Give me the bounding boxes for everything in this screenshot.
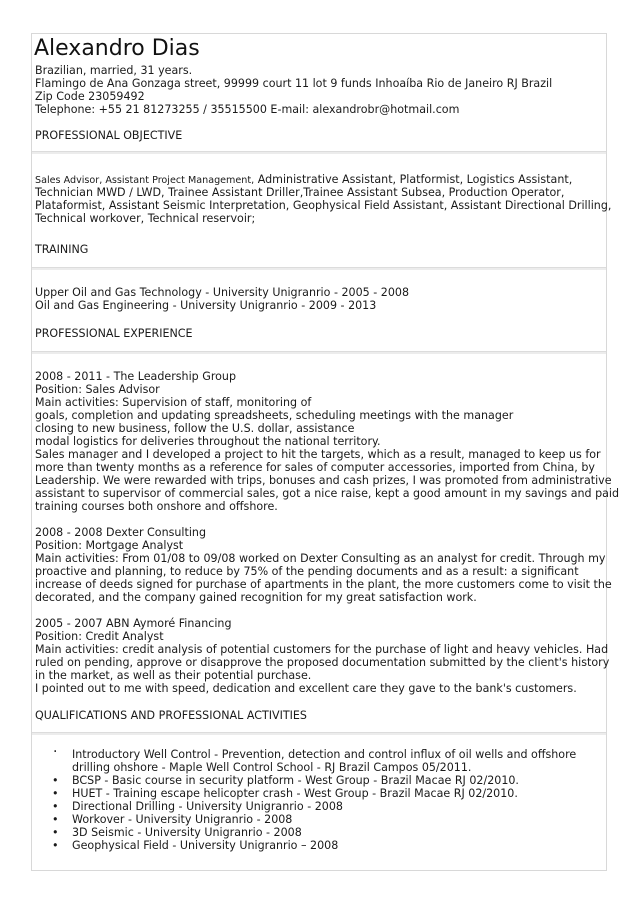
job-line: Main activities: From 01/08 to 09/08 worked on Dexter Consulting as an analyst for credit. Through my: [35, 552, 606, 565]
job-line: Position: Credit Analyst: [35, 630, 164, 643]
objective-line: Technician MWD / LWD, Trainee Assistant Driller,Trainee Assistant Subsea, Production Operator,: [35, 186, 565, 199]
objective-line: Technical workover, Technical reservoir;: [35, 212, 256, 225]
list-item: • Workover - University Unigranrio - 2008: [52, 813, 576, 826]
contact-info: Telephone: +55 21 81273255 / 35515500 E-mail: alexandrobr@hotmail.com: [35, 103, 460, 116]
training-heading: TRAINING: [35, 243, 89, 256]
training-item: Upper Oil and Gas Technology - University Unigranrio - 2005 - 2008: [35, 286, 409, 299]
job-title: 2008 - 2008 Dexter Consulting: [35, 526, 207, 539]
job-line: ruled on pending, approve or disapprove the proposed documentation submitted by the client's history: [35, 656, 610, 669]
job-line: Leadership. We were rewarded with trips, bonuses and cash prizes, I was promoted from administrative: [35, 474, 612, 487]
job-line: goals, completion and updating spreadsheets, scheduling meetings with the manager: [35, 409, 514, 422]
qualifications-list: [52, 748, 576, 852]
qualifications-heading: QUALIFICATIONS AND PROFESSIONAL ACTIVITIES: [35, 709, 307, 722]
objective-line: [35, 173, 604, 187]
zip-code: Zip Code 23059492: [35, 90, 145, 103]
job-line: decorated, and the company gained recognition for my great satisfaction work.: [35, 591, 477, 604]
job-line: assistant to supervisor of commercial sales, got a nice raise, kept a good amount in my savings and paid: [35, 487, 620, 500]
objective-text: Administrative Assistant, Platformist, Logistics Assistant,: [254, 173, 573, 186]
divider: [32, 151, 606, 154]
job-line: Position: Mortgage Analyst: [35, 539, 184, 552]
job-line: Sales manager and I developed a project to hit the targets, which as a result, managed to keep us for: [35, 448, 601, 461]
objective-line: Plataformist, Assistant Seismic Interpretation, Geophysical Field Assistant, Assistant Directional Drilling,: [35, 199, 612, 212]
job-line: more than twenty months as a reference for sales of computer accessories, imported from China, by: [35, 461, 595, 474]
job-line: in the market, as well as their potential purchase.: [35, 669, 312, 682]
address: Flamingo de Ana Gonzaga street, 99999 court 11 lot 9 funds Inhoaíba Rio de Janeiro RJ Brazil: [35, 77, 553, 90]
list-item-continuation: [52, 761, 576, 774]
job-line: I pointed out to me with speed, dedication and excellent care they gave to the bank's customers.: [35, 682, 577, 695]
job-line: Main activities: credit analysis of potential customers for the purchase of light and heavy vehicles. Had: [35, 643, 609, 656]
training-item: Oil and Gas Engineering - University Unigranrio - 2009 - 2013: [35, 299, 377, 312]
list-item: · Introductory Well Control - Prevention, detection and control influx of oil wells and offshore: [52, 748, 576, 761]
list-item: • Geophysical Field - University Unigranrio – 2008: [52, 839, 576, 852]
job-line: closing to new business, follow the U.S. dollar, assistance: [35, 422, 355, 435]
list-item: • 3D Seismic - University Unigranrio - 2008: [52, 826, 576, 839]
job-title: 2008 - 2011 - The Leadership Group: [35, 370, 237, 383]
candidate-name: Alexandro Dias: [34, 36, 200, 61]
job-line: modal logistics for deliveries throughout the national territory.: [35, 435, 381, 448]
job-line: Position: Sales Advisor: [35, 383, 160, 396]
resume-page: [31, 33, 620, 871]
experience-heading: PROFESSIONAL EXPERIENCE: [35, 327, 193, 340]
list-item-text: drilling ohshore - Maple Well Control School - RJ Brazil Campos 05/2011.: [72, 761, 472, 774]
divider: [32, 267, 606, 270]
list-item: • HUET - Training escape helicopter crash - West Group - Brazil Macae RJ 02/2010.: [52, 787, 576, 800]
divider: [32, 351, 606, 354]
job-line: training courses both onshore and offshore.: [35, 500, 278, 513]
divider: [32, 732, 606, 735]
objective-heading: PROFESSIONAL OBJECTIVE: [35, 129, 183, 142]
objective-small-text: Sales Advisor, Assistant Project Management,: [35, 175, 255, 186]
job-title: 2005 - 2007 ABN Aymoré Financing: [35, 617, 232, 630]
job-line: Main activities: Supervision of staff, monitoring of: [35, 396, 312, 409]
job-line: proactive and planning, to reduce by 75% of the pending documents and as a result: a significant: [35, 565, 579, 578]
list-item: • Directional Drilling - University Unigranrio - 2008: [52, 800, 576, 813]
job-line: increase of deeds signed for purchase of apartments in the plant, the more customers come to visit the: [35, 578, 612, 591]
list-item: • BCSP - Basic course in security platform - West Group - Brazil Macae RJ 02/2010.: [52, 774, 576, 787]
personal-info: Brazilian, married, 31 years.: [35, 64, 193, 77]
